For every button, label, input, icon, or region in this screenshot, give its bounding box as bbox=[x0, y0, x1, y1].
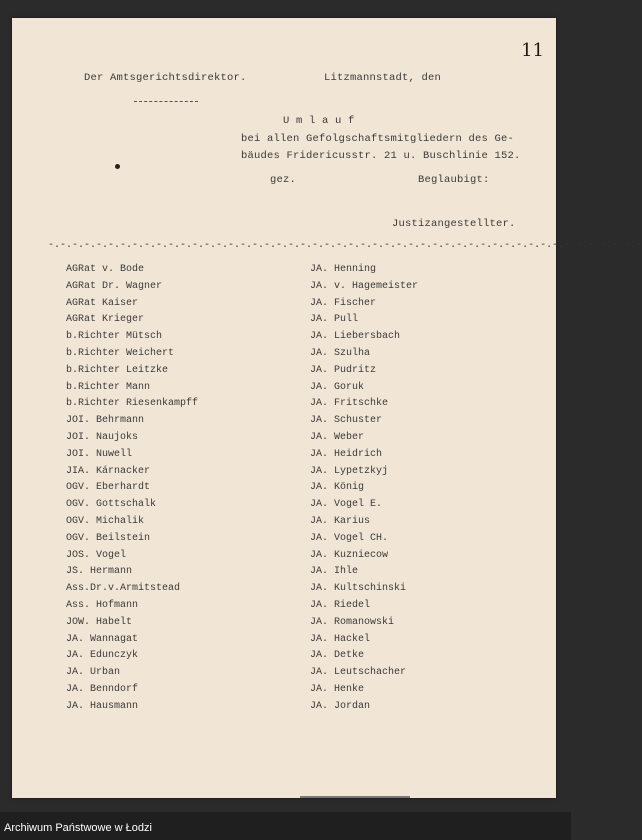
left-column-entry: b.Richter Riesenkampff bbox=[66, 398, 199, 410]
right-column-entry: JA. Hackel bbox=[310, 633, 371, 645]
right-column-entry: JA. Lypetzkyj bbox=[310, 465, 389, 477]
left-column-entry: JA. Wannagat bbox=[66, 633, 139, 645]
right-column-entry: JA. Fischer bbox=[310, 297, 377, 309]
left-column-entry: JOI. Nuwell bbox=[66, 448, 133, 460]
right-column-entry: JA. Romanowski bbox=[310, 616, 395, 628]
right-column-entry: JA. Leutschacher bbox=[310, 667, 407, 679]
left-column-entry: JOW. Habelt bbox=[66, 616, 133, 628]
right-column-entry: JA. Pudritz bbox=[310, 364, 377, 376]
right-column-entry: JA. Henke bbox=[310, 684, 365, 695]
right-column-entry: JA. v. Hagemeister bbox=[310, 280, 419, 292]
left-column-entry: b.Richter Weichert bbox=[66, 348, 175, 359]
left-column-entry: JOS. Vogel bbox=[66, 549, 127, 561]
left-column-entry: JOI. Naujoks bbox=[66, 432, 139, 443]
right-column-entry: JA. Henning bbox=[310, 264, 377, 275]
right-column-entry: JA. Pull bbox=[310, 314, 359, 326]
left-column-entry: Ass.Dr.v.Armitstead bbox=[66, 583, 181, 595]
left-column-entry: AGRat Krieger bbox=[66, 314, 145, 326]
left-column-entry: b.Richter Leitzke bbox=[66, 364, 169, 376]
right-column-entry: JA. Goruk bbox=[310, 381, 365, 393]
left-column-entry: JIA. Kárnacker bbox=[66, 465, 151, 477]
right-column-entry: JA. Ihle bbox=[310, 566, 359, 578]
right-column-entry: JA. Vogel E. bbox=[310, 499, 383, 511]
left-column-entry: AGRat v. Bode bbox=[66, 264, 145, 275]
archive-name: Archiwum Państwowe w Łodzi bbox=[4, 822, 152, 834]
right-column-entry: JA. Kuzniecow bbox=[310, 549, 389, 561]
place-date-line: Litzmannstadt, den bbox=[324, 72, 442, 84]
subject-line-1: bei allen Gefolgschaftsmitgliedern des Ge- bbox=[241, 133, 515, 145]
role-label: Justizangestellter. bbox=[392, 218, 516, 230]
right-column-entry: JA. Detke bbox=[310, 650, 365, 662]
left-column-entry: AGRat Kaiser bbox=[66, 297, 139, 309]
right-column-entry: JA. Vogel CH. bbox=[310, 532, 389, 544]
left-column-entry: OGV. Beilstein bbox=[66, 532, 151, 544]
right-column-entry: JA. Liebersbach bbox=[310, 331, 401, 343]
archive-footer bbox=[0, 812, 571, 840]
left-column-entry: JA. Hausmann bbox=[66, 700, 139, 712]
left-column-entry: JA. Urban bbox=[66, 667, 121, 679]
right-column-entry: JA. König bbox=[310, 482, 365, 494]
right-column-entry: JA. Karius bbox=[310, 516, 371, 527]
left-column-entry: Ass. Hofmann bbox=[66, 600, 139, 611]
right-column-entry: JA. Szulha bbox=[310, 348, 371, 359]
subject-line-2: bäudes Fridericusstr. 21 u. Buschlinie 152. bbox=[241, 150, 521, 162]
left-column-entry: OGV. Eberhardt bbox=[66, 482, 151, 494]
left-column-entry: b.Richter Mütsch bbox=[66, 331, 163, 343]
right-column-entry: JA. Fritschke bbox=[310, 398, 389, 410]
left-column-entry: JA. Benndorf bbox=[66, 684, 139, 695]
right-column-entry: JA. Kultschinski bbox=[310, 583, 407, 595]
gez-label: gez. bbox=[270, 174, 297, 186]
certified-label: Beglaubigt: bbox=[418, 174, 490, 186]
left-column-entry: JS. Hermann bbox=[66, 566, 133, 578]
right-column-entry: JA. Jordan bbox=[310, 700, 371, 712]
left-column-entry: JA. Edunczyk bbox=[66, 650, 139, 662]
punch-dot bbox=[115, 164, 120, 169]
folio-number: 11 bbox=[521, 40, 544, 61]
left-column-entry: b.Richter Mann bbox=[66, 381, 151, 393]
right-column-entry: JA. Heidrich bbox=[310, 448, 383, 460]
right-column-entry: JA. Riedel bbox=[310, 600, 371, 611]
next-page-edge bbox=[300, 796, 410, 798]
subject-title: U m l a u f bbox=[283, 115, 355, 127]
left-column-entry: OGV. Michalik bbox=[66, 516, 145, 527]
sender-underline bbox=[134, 101, 198, 102]
left-column-entry: OGV. Gottschalk bbox=[66, 499, 157, 511]
right-column-entry: JA. Weber bbox=[310, 432, 365, 443]
right-column-entry: JA. Schuster bbox=[310, 415, 383, 427]
separator-line: -.-.-.-.-.-.-.-.-.-.-.-.-.-.-.-.-.-.-.-.-.-.-.-.-.-.-.-.-.-.-.-.-.-.-.-.-.-.-.-.-.-.-.-.-.-.-.-.-.- bbox=[48, 240, 642, 251]
left-column-entry: AGRat Dr. Wagner bbox=[66, 280, 163, 292]
left-column-entry: JOI. Behrmann bbox=[66, 415, 145, 427]
sender-line: Der Amtsgerichtsdirektor. bbox=[84, 72, 247, 84]
